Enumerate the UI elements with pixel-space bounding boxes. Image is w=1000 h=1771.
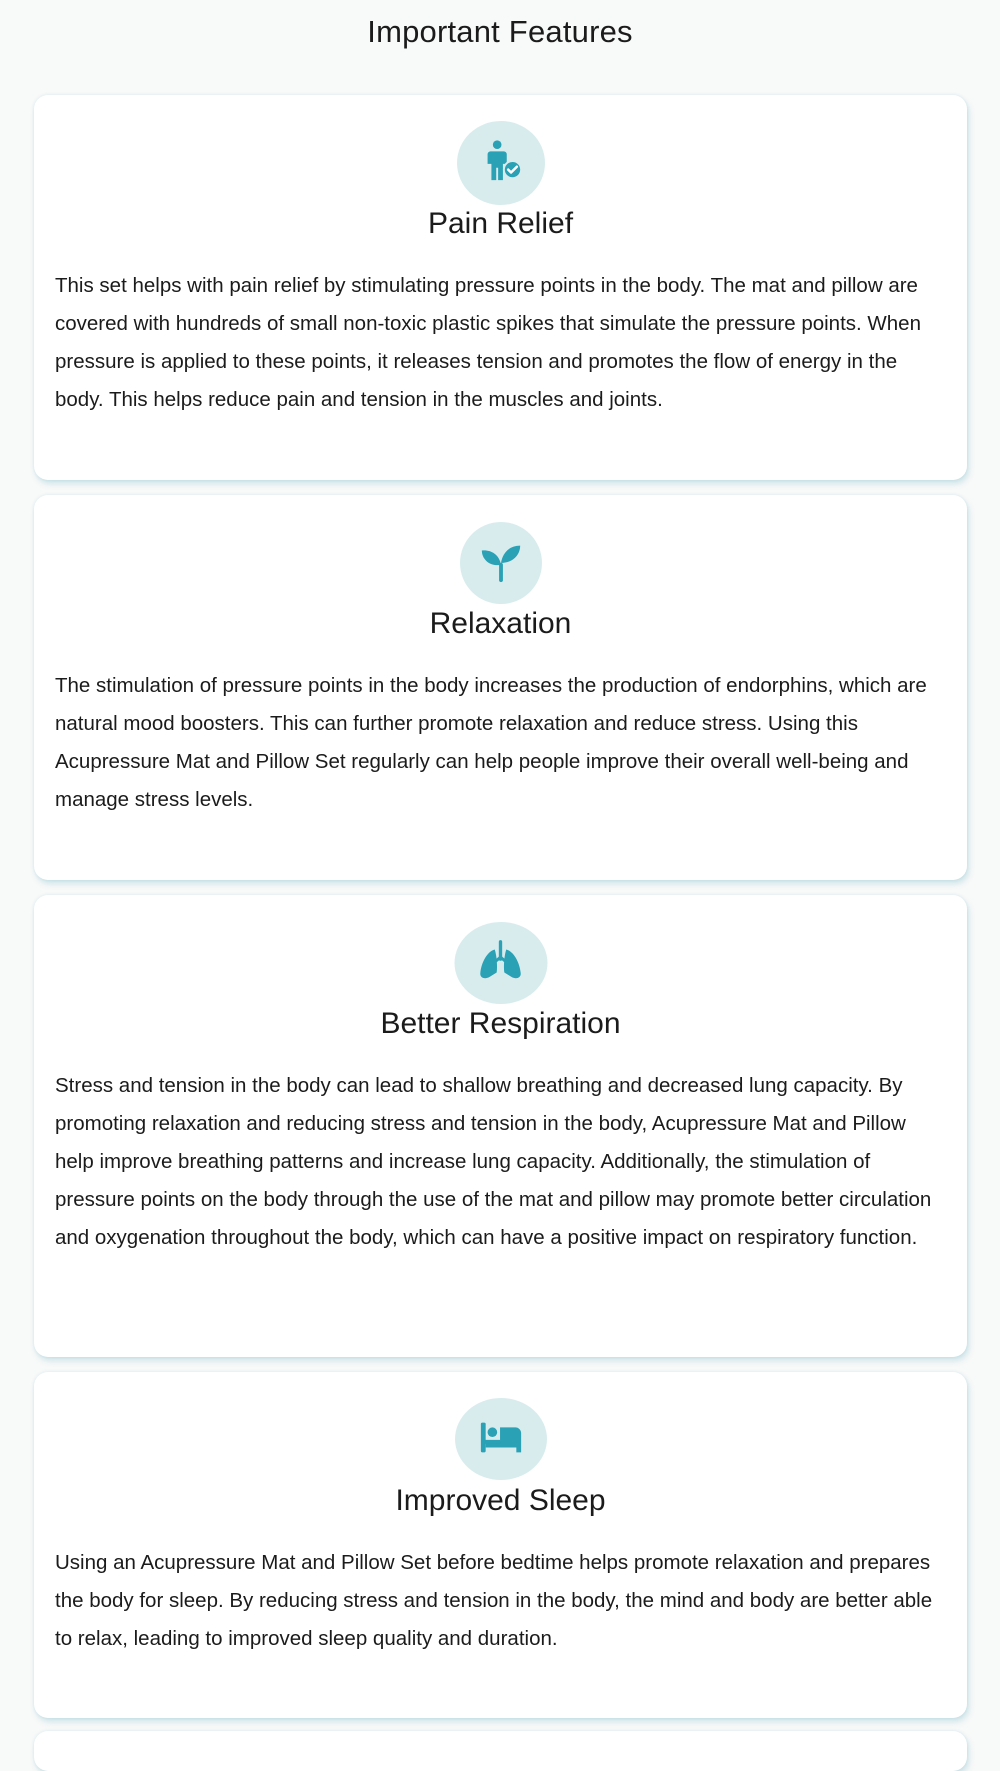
feature-card-relaxation xyxy=(34,495,967,880)
feature-description: Using an Acupressure Mat and Pillow Set before bedtime helps promote relaxation and prepares the body for sleep. By reducing stress and tension in the body, the mind and body are better able to relax, leading to improved sleep quality and duration. xyxy=(55,1551,933,1650)
feature-card-pain-relief xyxy=(34,95,967,480)
feature-title: Pain Relief xyxy=(427,207,574,240)
feature-card-partial xyxy=(34,1731,967,1771)
person-check-icon xyxy=(478,138,524,189)
icon-badge xyxy=(460,522,542,604)
feature-description: Stress and tension in the body can lead to shallow breathing and decreased lung capacity. By promoting relaxation and reducing stress and tension in the body, Acupressure Mat and Pillow help improve breathing patterns and increase lung capacity. Additionally, the stimulation of pressure points on the body through the use of the mat and pillow may promote better circulation and oxygenation throughout the body, which can have a positive impact on respiratory function. xyxy=(55,1074,932,1249)
feature-card-improved-sleep xyxy=(34,1372,967,1718)
icon-badge xyxy=(454,922,547,1004)
feature-description: The stimulation of pressure points in the body increases the production of endorphins, which are natural mood boosters. This can further promote relaxation and reduce stress. Using this Acupressure Mat and Pillow Set regularly can help people improve their overall well-being and manage stress levels. xyxy=(55,674,927,811)
page-title: Important Features xyxy=(367,14,633,49)
feature-title: Improved Sleep xyxy=(395,1484,606,1517)
feature-title: Better Respiration xyxy=(380,1007,621,1040)
feature-title: Relaxation xyxy=(429,607,572,640)
sprout-icon xyxy=(478,538,524,589)
feature-card-better-respiration xyxy=(34,895,967,1357)
icon-badge xyxy=(457,121,545,205)
bed-icon xyxy=(478,1414,524,1465)
feature-description: This set helps with pain relief by stimulating pressure points in the body. The mat and pillow are covered with hundreds of small non-toxic plastic spikes that simulate the pressure points. When pressure is applied to these points, it releases tension and promotes the flow of energy in the body. This helps reduce pain and tension in the muscles and joints. xyxy=(55,274,921,411)
lungs-icon xyxy=(478,938,524,989)
icon-badge xyxy=(455,1398,547,1480)
